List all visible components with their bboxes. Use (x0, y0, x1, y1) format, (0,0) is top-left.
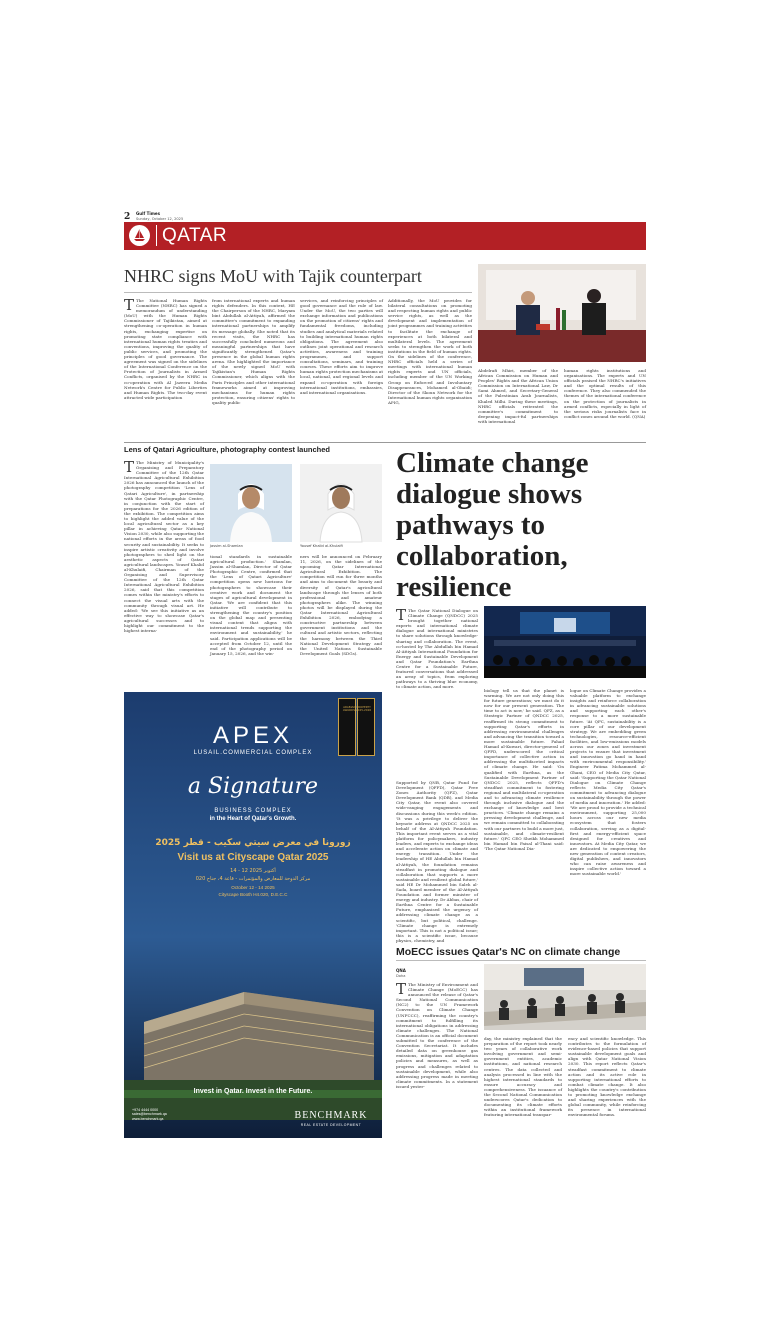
article1-col1: T The National Human Rights Committee (NHRC) has signed a memorandum of understanding (MoU) with the Human Rights Commissioner of Tajikistan, aimed at strengthening co-operation in human rights, exchanging expertise on promoting state compliance with international human rights treaties and conventions, improving the quality of public services, and promoting the principles of good governance. The agreement was signed on the sidelines of the International Conference on the Protection of Journalists in Armed Conflicts, organised by the NHRC in co-operation with Al Jazeera Media Network's Centre for Public Liberties and Human Rights. The two-day event attracted wide participation (124, 296, 207, 400)
article4-col1: T The Ministry of Environment and Climate Change (MoECC) has announced the release of Qatar's Second National Communication (NC2) to the UN Framework Convention on Climate Change (UNFCCC), reaffirming the country's commitment to fulfilling its international obligations in addressing climate challenges. The National Communication is an official document submitted to the conference of the Convention Secretariat. It includes detailed data on greenhouse gas emissions, mitigation and adaptation policies and measures, as well as progress and challenges related to sustainable development, while also addressing progress made in meeting climate commitments. In a statement issued yester- (396, 980, 478, 1089)
article4-rule (396, 960, 646, 961)
contact-email[interactable]: sales@benchmark.qa (132, 1112, 167, 1117)
article1-col6: human rights institutions and organisations. The experts and UN officials praised the NHRC's initiatives and the optimal results of this conference. They also commended the themes of the international conference on the protection of journalists in armed conflicts, especially in light of the serious risks journalists face in conflict zones around the world. (QNA) (564, 368, 646, 419)
advert-slogan: Invest in Qatar. Invest in the Future. (193, 1088, 313, 1095)
article4-headline: MoECC issues Qatar's NC on climate change (396, 946, 621, 958)
article3-col4: logue on Climate Change provides a valuable platform to exchange insights and reinforce collaboration in advancing sustainable solutions and supporting each other's response to a more sustainable future. 'At QFC, sustainability is a core pillar of our development strategy. We are embedding green technologies, resource-efficient facilities, and low-emissions models across our zones and investment projects to ensure that investment and innovation go hand in hand with environmental responsibility.' Engineer Fatima Mohammed al-Ghani, CEO of Media City Qatar, said: 'Supporting the Qatar National Dialogue on Climate Change reflects Media City Qatar's commitment to advancing dialogue on sustainability through the power of media and innovation.' He added: 'We are proud to provide a technical environment, supporting 25,000 hours across our new media ecosystem that fosters collaboration, serving as a digital-first and energy-efficient space designed for creatives and innovators. At Media City Qatar, we are dedicated to empowering the new generation of content creators, digital publishers, and innovators who can raise awareness and inspire collective action toward a more sustainable world.' (570, 688, 646, 877)
contact-web[interactable]: www.benchmark.qa (132, 1116, 164, 1121)
article1-photo (478, 264, 646, 362)
article3-headline: Climate change dialogue shows pathways to collaboration, resilience (396, 447, 589, 603)
section-logo (129, 225, 150, 246)
developer-sub: REAL ESTATE DEVELOPMENT (300, 1123, 362, 1127)
dropcap: T (396, 980, 407, 998)
advert-background (124, 692, 382, 1138)
award-text: ARABIAN PROPERTY AWARDS 2025-2026 (342, 705, 372, 713)
article3-col3: biology tell us that the planet is warming. We are not only doing this for future generations; we must do it now for our present generation. The time to act is now,' he said. QFZ, as a Strategic Partner of QNDCC 2025, reaffirmed its strong commitment to supporting Qatar's efforts in addressing environmental challenges and advancing the transition toward a more sustainable future. Fahad Hamad al-Kuwari, director-general of QFFD, underscored the critical importance of collective action in addressing the multifaceted impacts of climate change. He said: 'On qualified with Earthna, as the Sustainable Development Partner of QNDCC 2025, reflects QFFD's steadfast commitment to fostering regional and multilateral co-operation and to advancing climate resilience through inclusive dialogue and the exchange of knowledge and best practices. 'Climate change remains a pressing development challenge, and we remain committed to collaborating with our partners to build a more just, sustainable, and climate-resilient future.' QFC CEO Sheikh Mohammed bin Hamad bin Faisal al-Thani said: 'The Qatar National Dia- (484, 688, 564, 851)
article4-col3: ency and scientific knowledge. This contributes to the formulation of evidence-based policies that support sustainable development goals and align with Qatar National Vision 2030. This report reflects Qatar's steadfast commitment to climate action and its active role in supporting international efforts to combat climate change. It also highlights the country's contribution to promoting knowledge exchange and sharing experiences with the global community, while reinforcing its presence in international environmental forums. (568, 1036, 646, 1118)
article1-col5: Abdelrafi Mhiri, member of the African Commission on Human and Peoples' Rights and the African Union Commission on International Law, Dr Sami Ahmed, and Secretary-General of the Palestinian Arab Journalists, Khaled Milhi. During these meetings, NHRC officials reiterated the committee's commitment to deepening impact-ful partnerships with international (478, 368, 558, 424)
section-title: QATAR (162, 225, 228, 246)
newspaper-page (124, 208, 646, 1138)
article4-dateline: Doha (396, 974, 406, 978)
article1-rule (124, 292, 472, 293)
article3-intro: T The Qatar National Dialogue on Climate Change (QNDCC) 2025 brought together national experts and international climate dialogue and international ministries to share solutions through knowledge-sharing and collaboration. The event, co-hosted by The Abdullah bin Hamad Al-Attiyah International Foundation for Energy and Sustainable Development and Qatar Foundation's Earthna Centre for a Sustainable Future, featured conversations that addressed an array of topics, from exploring pathways to a thriving blue economy, to climate action, and more. (396, 606, 478, 690)
apex-subtitle: LUSAIL.COMMERCIAL COMPLEX (193, 750, 313, 756)
arabic-booth: مركز الدوحة للمعارض والمؤتمرات - قاعة 4، جناح 020 (195, 876, 311, 882)
article4-byline: QNA (396, 968, 406, 973)
article1-col3: services, and reinforcing principles of good governance and the rule of law. Under the MoU, the two parties will exchange information and publications on the promotion of citizens' rights and fundamental freedoms, including studies and analytical materials related to building international human rights obligations. The agreement also outlines joint operational and research activities, awareness and training programmes, and support consultations, seminars, and training courses. These efforts aim to improve human rights protection mechanisms at local, national, and regional levels and expand co-operation with foreign international institutions, embassies, and international organisations. (300, 298, 383, 395)
article2-col2: tional standards in sustainable agricultural production.' Shamlan, Jassim al-Shamlan, Director of Qatar Photographic Centre, confirmed that the 'Lens of Qatari Agriculture' competition opens new horizons for photographers to showcase their creative work and document the stages of agricultural development in Qatar. 'We are confident that this initiative will contribute to strengthening the country's position on the global map and presenting visual content that aligns with international trends supporting the environment and sustainability,' he said. Participation applications will be accepted from October 12, until the end of the photography period on January 15, 2026, and the win- (210, 554, 292, 656)
photo2-caption: Yousef Khalid al-Khulaifi (300, 544, 343, 548)
article1-col2: from international experts and human rights defenders. In this context, HE the Chairperson of the NHRC, Maryam bint Abdullah al-Attiyah, affirmed the committee's commitment to expanding international partnerships to amplify its message globally. She noted that its recent visits, the NHRC has successfully concluded numerous and meaningful partnerships that have significantly strengthened Qatar's presence in the global human rights arena. She highlighted the importance of the newly signed MoU with Tajikistan's Human Rights Commissioner, which aligns with the Paris Principles and other international frameworks aimed at improving mechanisms for human rights protection, ensuring citizens' rights to quality public (212, 298, 295, 405)
article3-photo (484, 606, 646, 678)
article2-photo1 (210, 464, 292, 542)
apex-brand: APEX (212, 722, 294, 749)
divider-rule (124, 442, 646, 443)
dropcap: T (124, 296, 135, 314)
contact-phone[interactable]: +974 4444 0000 (132, 1108, 159, 1112)
article2-col3: ners will be announced on February 11, 2026, on the sidelines of the upcoming Qatar International Agricultural Exhibition. The competition will run for three months and aims to document the beauty and diversity of Qatar's agricultural landscape through the lenses of both professional and amateur photographers alike. The winning photos will be displayed during the Qatar International Agricultural Exhibition 2026, embodying a constructive partnership between government institutions and the cultural and artistic sectors, reflecting the harmony between the Third National Development Strategy and the United Nations Sustainable Development Goals (SDGs). (300, 554, 382, 656)
publication-name: Gulf Times (136, 211, 160, 216)
photo1-caption: Jassim al-Shamlan (210, 544, 243, 548)
article4-col2: day, the ministry explained that the preparation of the report took nearly two years of collaborative work involving government and semi-government entities, academic institutions, and national research centres. The data collected and analysis processed in line with the highest international standards to ensure accuracy and comprehensiveness. The issuance of the Second National Communication underscores Qatar's dedication to documenting its climate efforts within an institutional framework featuring international transpar- (484, 1036, 562, 1118)
event-dates: October 12 - 14 2025 (231, 885, 275, 890)
article1-headline: NHRC signs MoU with Tajik counterpart (124, 266, 422, 286)
advert-script: a Signature (187, 774, 319, 799)
event-booth: Cityscape Booth H4.020, D.E.C.C (218, 892, 288, 897)
developer-logo: BENCHMARK (294, 1110, 368, 1121)
article2-headline: Lens of Qatari Agriculture, photography contest launched (124, 445, 330, 454)
arabic-visit: زورونا في معرض سيتي سكيب - قطر 2025 (155, 838, 351, 848)
article2-col1: T The Ministry of Municipality's Organising and Preparatory Committee of the 12th Qatar International Agricultural Exhibition 2026 has announced the launch of the photography competition 'Lens of Qatari Agriculture', in partnership with the Qatar Photographic Centre, in conjunction with the start of preparations for the 2026 edition of the exhibition. The competition aims to highlight the added value of the local agricultural sector as a key pillar in achieving Qatar National Vision 2030, while also supporting the national efforts in the areas of food security and sustainability. It seeks to inspire artistic creativity and involve photographers to shed light on the aesthetic aspects of Qatari agricultural landscapes. Yousef Khalid al-Khulaifi, Chairman of the Organising and Supervisory Committee of the 12th Qatar International Agricultural Exhibition 2026, said that this competition comes within the ministry's efforts to connect the visual arts with the community through visual art. He added: 'We see this initiative as an effective way to showcase Qatar's agricultural successes and to highlight our commitment to the highest interna- (124, 458, 204, 634)
arabic-dates: 14 - 12 أكتوبر 2025 (230, 868, 276, 874)
apex-advertisement[interactable] (124, 692, 382, 1138)
article4-photo (484, 964, 646, 1030)
publication-date: Sunday, October 12, 2025 (136, 217, 184, 221)
english-visit: Visit us at Cityscape Qatar 2025 (177, 852, 329, 863)
article1-col4: Additionally, the MoU provides for bilateral consultations on promoting and respecting human rights and public service rights, as well as the development and implementation of joint programmes and training activities to facilitate the exchange of experiences at both bilateral and multilateral levels. The agreement seeks to strengthen the work of both institutions in the field of human rights. On the sidelines of the conference, NHRC officials held a series of meetings with international human rights experts and UN officials, including member of the UN Working Group on Enforced and Involuntary Disappearances, Mohamed al-Obaidi; Director of the Skoun Network for the International human rights organisation APIG, (388, 298, 472, 405)
advert-tagline2: in the Heart of Qatar's Growth. (209, 816, 297, 822)
section-banner (124, 222, 646, 250)
dropcap: T (396, 606, 407, 624)
advert-contacts (132, 1108, 167, 1121)
article2-photo2 (300, 464, 382, 542)
dropcap: T (124, 458, 135, 476)
article3-col2: Supported by QNB, Qatar Fund for Development (QFFD), Qatar Free Zones Authority (QFZ), Qatar Development Bank (QDB), and Media City Qatar, the event also covered wide-ranging engagements and discussions during this week's edition. 'It was a privilege to deliver the keynote address at QNDCC 2025 on behalf of the Al-Attiyah Foundation. This important event serves as a vital platform for policymakers, industry leaders, and experts to exchange ideas and accelerate action on climate and energy transition. Under the leadership of HE Abdullah bin Hamad al-Attiyah, the foundation remains steadfast in promoting dialogue and collaboration that supports a more sustainable and resilient global future,' said HE Dr Mohammed bin Saleh al-Sada, board member of the Al-Attiyah Foundation and former minister of energy and industry. Dr Abbas, chair of Earthna Centre for a Sustainable Future, emphasised the urgency of addressing climate change as a scientific, but political, challenge. 'Climate change is extremely important. This is not a political issue; this is a scientific issue, because physics, chemistry, and (396, 780, 478, 943)
advert-tagline1: BUSINESS COMPLEX (214, 808, 292, 814)
banner-divider (156, 225, 157, 246)
dhow-icon (129, 225, 150, 246)
page-number: 2 (124, 212, 131, 222)
